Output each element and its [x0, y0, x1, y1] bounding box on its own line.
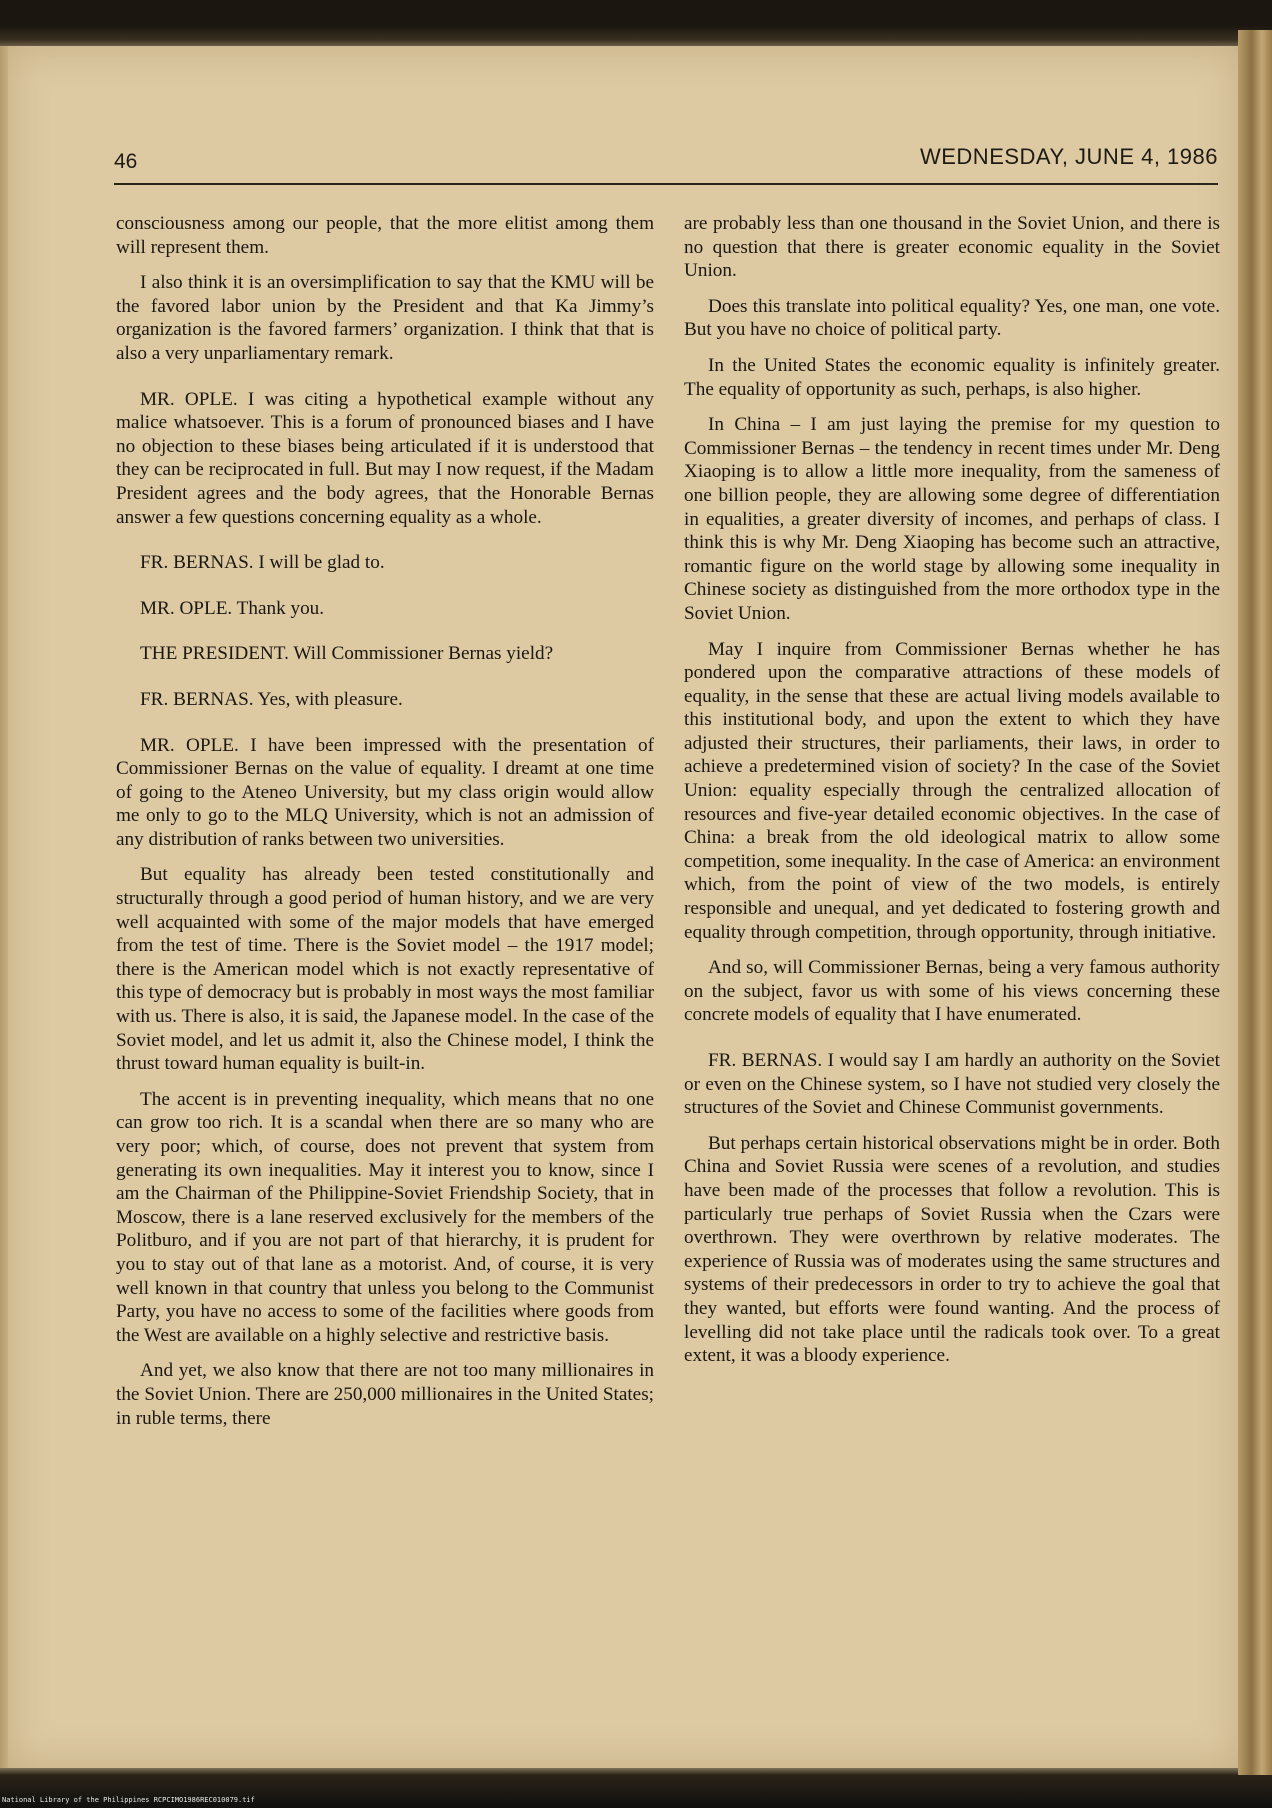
paragraph: Does this translate into political equality? Yes, one man, one vote. But you have no choice of political party. — [684, 295, 1220, 341]
paragraph: And so, will Commissioner Bernas, being a very famous authority on the subject, favor us with some of his views concerning these concrete models of equality that I have enumerated. — [684, 957, 1220, 1026]
paragraph: In China – I am just laying the premise for my question to Commissioner Bernas – the tendency in recent times under Mr. Deng Xiaoping is to allow a little more inequality, from the sameness of one billion people, they are allowing some degree of differentiation in equalities, a greater diversity of incomes, and perhaps of class. I think this is why Mr. Deng Xiaoping has become such an attractive, romantic figure on the world stage by allowing some inequality in Chinese society as distinguished from the more orthodox type in the Soviet Union. — [684, 414, 1220, 624]
page-header — [114, 144, 1218, 184]
paragraph: FR. BERNAS. Yes, with pleasure. — [140, 688, 403, 710]
left-column — [116, 212, 654, 1442]
paragraph: FR. BERNAS. I will be glad to. — [140, 552, 385, 574]
paragraph: MR. OPLE. I was citing a hypothetical example without any malice whatsoever. This is a forum of pronounced biases and I have no objection to these biases being articulated if it is understood that they can be reciprocated in full. But may I now request, if the Madam President agrees and the body agrees, that the Honorable Bernas answer a few questions concerning equality as a whole. — [116, 388, 654, 528]
paragraph: May I inquire from Commissioner Bernas whether he has pondered upon the comparative attractions of these models of equality, in the sense that these are actual living models available to this institutional body, and upon the extent to which they have adjusted their structures, their parliaments, their laws, in order to achieve a predetermined vision of society? In the case of the Soviet Union: equality especially through the centralized allocation of resources and five-year detailed economic objectives. In the case of China: a break from the old ideological matrix to allow some competition, some inequality. In the case of America: an environment which, from the point of view of the two models, is entirely responsible and unequal, and yet dedicated to fostering growth and equality through competition, through opportunity, through initiative. — [684, 638, 1220, 943]
page-number: 46 — [114, 150, 138, 173]
paragraph: I also think it is an oversimplification to say that the KMU will be the favored labor union by the President and that Ka Jimmy’s organization is the favored farmers’ organization. I think that that is also a very unparliamentary remark. — [116, 272, 654, 364]
paragraph: In the United States the economic equality is infinitely greater. The equality of opportunity as such, perhaps, is also higher. — [684, 354, 1220, 400]
paragraph: MR. OPLE. I have been impressed with the presentation of Commissioner Bernas on the value of equality. I dreamt at one time of going to the Ateneo University, but my class origin would allow me only to go to the MLQ University, which is not an admission of any distribution of ranks between two universities. — [116, 734, 654, 850]
paragraph: FR. BERNAS. I would say I am hardly an authority on the Soviet or even on the Chinese system, so I have not studied very closely the structures of the Soviet and Chinese Communist governments. — [684, 1050, 1220, 1119]
page-stack-edge — [1238, 30, 1272, 1775]
header-rule — [114, 183, 1218, 185]
paragraph: But perhaps certain historical observations might be in order. Both China and Soviet Russia were scenes of a revolution, and studies have been made of the processes that follow a revolution. This is particularly true perhaps of Soviet Russia when the Czars were overthrown. They were overthrown by relative moderates. The experience of Russia was of moderates using the same structures and systems of their predecessors in order to try to achieve the goal that they wanted, but efforts were found wanting. And the process of levelling did not take place until the radicals took over. To a great extent, it was a bloody experience. — [684, 1132, 1220, 1367]
scan-footer: National Library of the Philippines RCPCIMO1986REC010079.tif — [2, 1796, 255, 1804]
paragraph: MR. OPLE. Thank you. — [140, 597, 325, 619]
right-column — [684, 212, 1220, 1380]
paragraph: And yet, we also know that there are not too many millionaires in the Soviet Union. There are 250,000 millionaires in the United States; in ruble terms, there — [116, 1360, 654, 1429]
paragraph: THE PRESIDENT. Will Commissioner Bernas yield? — [140, 643, 554, 665]
session-date: WEDNESDAY, JUNE 4, 1986 — [919, 144, 1218, 169]
paragraph: But equality has already been tested constitutionally and structurally through a good period of human history, and we are very well acquainted with some of the major models that have emerged from the test of time. There is the Soviet model – the 1917 model; there is the American model which is not exactly representative of this type of democracy but is probably in most ways the most familiar with us. There is also, it is said, the Japanese model. In the case of the Soviet model, and let us admit it, also the Chinese model, I think the thrust toward human equality is built-in. — [116, 864, 654, 1075]
paragraph: consciousness among our people, that the more elitist among them will represent them. — [116, 213, 654, 258]
paragraph: are probably less than one thousand in the Soviet Union, and there is no question that there is greater economic equality in the Soviet Union. — [684, 213, 1220, 282]
paragraph: The accent is in preventing inequality, which means that no one can grow too rich. It is a scandal when there are so many who are very poor; which, of course, does not prevent that system from generating its own inequalities. May it interest you to know, since I am the Chairman of the Philippine-Soviet Friendship Society, that in Moscow, there is a lane reserved exclusively for the members of the Politburo, and if you are not part of that hierarchy, it is prudent for you to stay out of that lane as a motorist. And, of course, it is very well known in that country that unless you belong to the Communist Party, you have no access to some of the facilities where goods from the West are available on a highly selective and restrictive basis. — [116, 1088, 654, 1346]
